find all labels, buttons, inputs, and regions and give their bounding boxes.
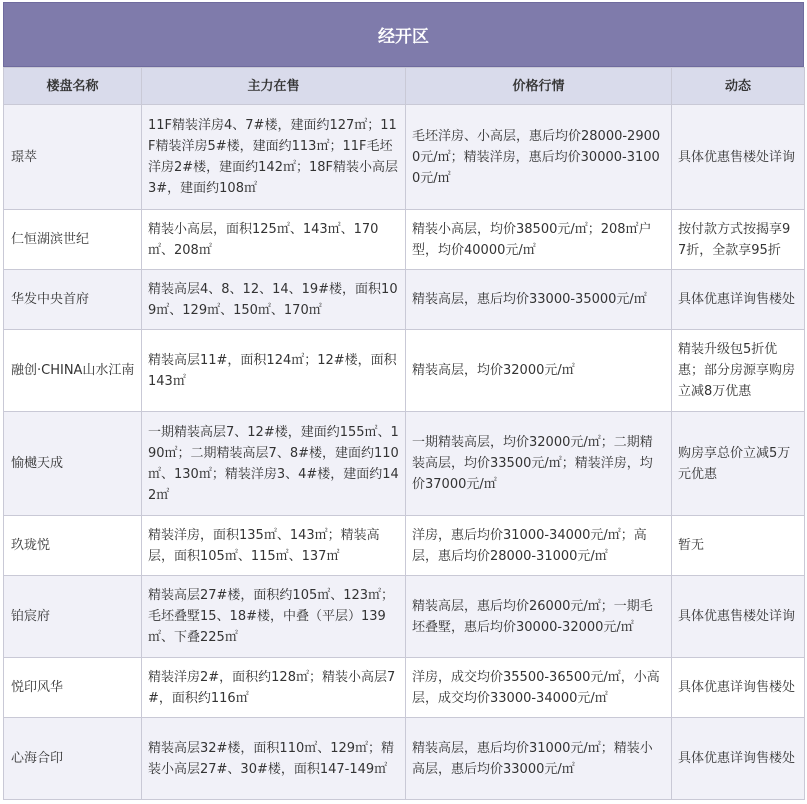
cell-price: 精装高层，惠后均价26000元/㎡；一期毛坯叠墅，惠后均价30000-32000元/㎡ [406, 576, 672, 658]
cell-news: 具体优惠售楼处详询 [672, 576, 805, 658]
cell-name: 华发中央首府 [4, 270, 142, 330]
cell-price: 精装高层，均价32000元/㎡ [406, 330, 672, 412]
cell-price: 精装小高层，均价38500元/㎡；208㎡户型，均价40000元/㎡ [406, 210, 672, 270]
cell-sale: 精装洋房，面积135㎡、143㎡；精装高层，面积105㎡、115㎡、137㎡ [142, 516, 406, 576]
table-row [4, 270, 805, 330]
cell-sale: 精装小高层，面积125㎡、143㎡、170㎡、208㎡ [142, 210, 406, 270]
cell-news: 具体优惠详询售楼处 [672, 658, 805, 718]
table-row [4, 718, 805, 800]
header-row [4, 68, 805, 105]
table-row [4, 658, 805, 718]
cell-sale: 精装洋房2#，面积约128㎡；精装小高层7#，面积约116㎡ [142, 658, 406, 718]
cell-news: 具体优惠售楼处详询 [672, 105, 805, 210]
cell-sale: 精装高层27#楼，面积约105㎡、123㎡；毛坯叠墅15、18#楼，中叠（平层）139㎡、下叠225㎡ [142, 576, 406, 658]
header-name: 楼盘名称 [4, 68, 142, 105]
table-row [4, 516, 805, 576]
table-row [4, 330, 805, 412]
cell-name: 铂宸府 [4, 576, 142, 658]
table-row [4, 576, 805, 658]
cell-news: 购房享总价立减5万元优惠 [672, 412, 805, 516]
cell-news: 按付款方式按揭享97折，全款享95折 [672, 210, 805, 270]
cell-price: 毛坯洋房、小高层，惠后均价28000-29000元/㎡；精装洋房，惠后均价30000-31000元/㎡ [406, 105, 672, 210]
cell-name: 玖珑悦 [4, 516, 142, 576]
cell-price: 一期精装高层，均价32000元/㎡；二期精装高层，均价33500元/㎡；精装洋房，均价37000元/㎡ [406, 412, 672, 516]
cell-news: 暂无 [672, 516, 805, 576]
cell-sale: 11F精装洋房4、7#楼，建面约127㎡；11F精装洋房5#楼，建面约113㎡；11F毛坯洋房2#楼，建面约142㎡；18F精装小高层3#，建面约108㎡ [142, 105, 406, 210]
cell-name: 悦印风华 [4, 658, 142, 718]
cell-price: 精装高层，惠后均价31000元/㎡；精装小高层，惠后均价33000元/㎡ [406, 718, 672, 800]
price-table-container [3, 2, 804, 800]
cell-name: 融创·CHINA山水江南 [4, 330, 142, 412]
cell-sale: 一期精装高层7、12#楼，建面约155㎡、190㎡；二期精装高层7、8#楼，建面约110㎡、130㎡；精装洋房3、4#楼，建面约142㎡ [142, 412, 406, 516]
cell-sale: 精装高层32#楼，面积110㎡、129㎡；精装小高层27#、30#楼，面积147-149㎡ [142, 718, 406, 800]
property-table [3, 67, 805, 800]
table-row [4, 210, 805, 270]
cell-price: 洋房，惠后均价31000-34000元/㎡；高层，惠后均价28000-31000元/㎡ [406, 516, 672, 576]
cell-news: 具体优惠详询售楼处 [672, 270, 805, 330]
cell-name: 璟萃 [4, 105, 142, 210]
cell-news: 精装升级包5折优惠；部分房源享购房立减8万优惠 [672, 330, 805, 412]
cell-sale: 精装高层4、8、12、14、19#楼，面积109㎡、129㎡、150㎡、170㎡ [142, 270, 406, 330]
cell-name: 心海合印 [4, 718, 142, 800]
cell-sale: 精装高层11#，面积124㎡；12#楼，面积143㎡ [142, 330, 406, 412]
cell-name: 愉樾天成 [4, 412, 142, 516]
table-row [4, 105, 805, 210]
cell-price: 洋房，成交均价35500-36500元/㎡，小高层，成交均价33000-34000元/㎡ [406, 658, 672, 718]
cell-price: 精装高层，惠后均价33000-35000元/㎡ [406, 270, 672, 330]
district-title: 经开区 [3, 2, 804, 67]
cell-name: 仁恒湖滨世纪 [4, 210, 142, 270]
header-news: 动态 [672, 68, 805, 105]
table-row [4, 412, 805, 516]
header-price: 价格行情 [406, 68, 672, 105]
cell-news: 具体优惠详询售楼处 [672, 718, 805, 800]
header-sale: 主力在售 [142, 68, 406, 105]
